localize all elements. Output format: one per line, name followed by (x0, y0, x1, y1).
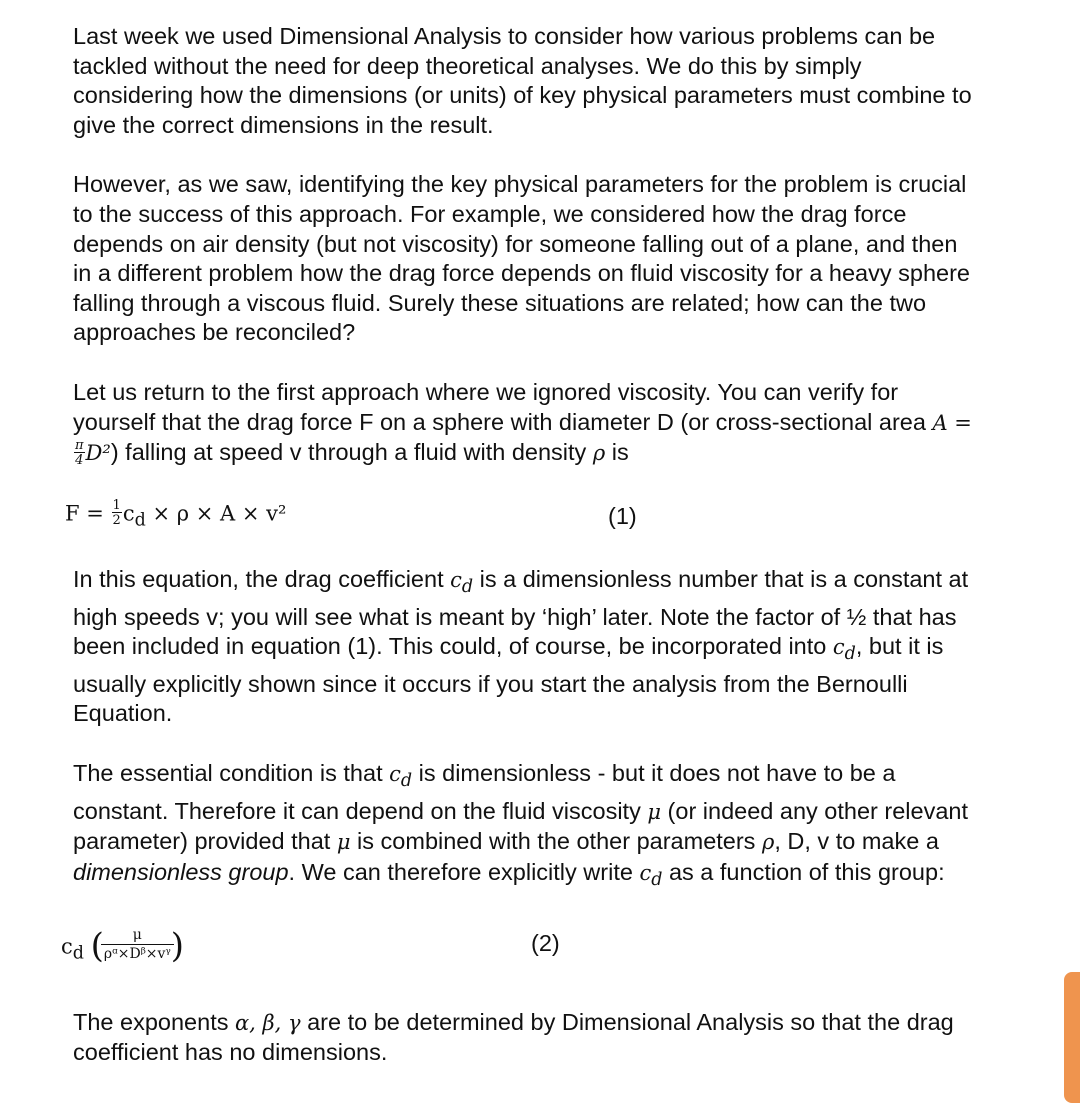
paren-open: ( (90, 925, 104, 966)
emphasis-dimensionless-group: dimensionless group (73, 859, 289, 886)
math-sub: d (72, 943, 84, 964)
math-span: c (61, 934, 73, 959)
text-span: as a function of this group: (662, 859, 945, 886)
frac-den: 4 (75, 452, 84, 468)
frac-num: 1 (112, 497, 121, 513)
text-span: are to be determined by Dimensional Analysis so that the drag coefficient has no dimensions. (73, 1008, 954, 1066)
text-span: The exponents (73, 1008, 235, 1035)
math-sub: d (400, 771, 413, 792)
math-span: c (450, 567, 462, 592)
scrollbar-thumb[interactable] (1064, 972, 1080, 1103)
paragraph-intro-text: Last week we used Dimensional Analysis to consider how various problems can be tackled without the need for deep theoretical analyses. We do this by simply considering how the dimensions (or units) of key physical parameters must combine to give the correct dimensions in the result. (73, 23, 972, 138)
paragraph-condition (73, 759, 973, 896)
cd-symbol (450, 567, 474, 597)
cd-symbol (832, 635, 856, 665)
equation-1-label: (1) (608, 502, 637, 529)
rho-symbol: ρ (592, 441, 606, 466)
mu-symbol: μ (336, 830, 351, 855)
text-span: (or indeed any other relevant parameter) provided that (73, 797, 969, 855)
text-span: ) falling at speed v through a fluid with density (110, 439, 593, 466)
cd-symbol (639, 861, 663, 891)
paragraph-problem-text: However, as we saw, identifying the key physical parameters for the problem is crucial to the success of this approach. For example, we considered how the drag force depends on air density (but not viscosity) for someone falling out of a plane, and then in a different problem how the drag force depends on fluid viscosity for a heavy sphere falling through a viscous fluid. Surely these situations are related; how can the two approaches be reconciled? (73, 171, 971, 346)
paragraph-intro (73, 22, 973, 140)
math-span: F = (65, 501, 111, 526)
area-fraction (74, 439, 85, 467)
math-span: D² (85, 441, 111, 466)
text-span: is combined with the other parameters (350, 828, 762, 855)
half-fraction (112, 499, 122, 527)
mu-symbol: μ (647, 799, 662, 824)
math-span: c (639, 861, 652, 886)
paragraph-drag-coefficient (73, 565, 973, 729)
equation-2-row (61, 920, 973, 980)
text-span: is dimensionless - but it does not have to be a constant. Therefore it can depend on the fluid viscosity (73, 760, 896, 824)
paragraph-approach (73, 378, 973, 469)
math-sub: d (844, 644, 856, 665)
frac-den: ρᵅ×Dᵝ×vᵞ (103, 946, 171, 963)
math-sub: d (134, 510, 146, 531)
text-span: is (605, 439, 629, 466)
math-sub: d (651, 870, 663, 891)
paren-close: ) (170, 925, 184, 966)
math-span: c (122, 501, 135, 526)
text-span: , D, v to make a (774, 828, 939, 855)
math-span: c (832, 635, 845, 660)
text-span: In this equation, the drag coefficient (73, 565, 451, 592)
frac-den: 2 (112, 512, 121, 528)
text-span: , but it is usually explicitly shown since it occurs if you start the analysis from the Bernoulli Equation. (73, 633, 944, 727)
text-span: . We can therefore explicitly write (288, 859, 640, 886)
rho-symbol: ρ (761, 830, 775, 855)
math-sub: d (461, 576, 474, 597)
math-span: A = (932, 410, 972, 435)
text-span: is a dimensionless number that is a constant at high speeds v; you will see what is meant by ‘high’ later. Note the factor of ½ that has been included in equation (1). This could, of course, be incorporated into (73, 565, 969, 660)
equation-1-row (65, 493, 973, 539)
equation-2 (61, 925, 184, 968)
cd-symbol (389, 762, 413, 792)
frac-num: μ (101, 928, 174, 945)
math-span: × ρ × A × v² (145, 501, 287, 526)
exponents-symbols: α, β, γ (235, 1010, 301, 1035)
paragraph-problem (73, 170, 973, 348)
text-span: Let us return to the first approach where we ignored viscosity. You can verify for yourself that the drag force F on a sphere with diameter D (or cross-sectional area (73, 378, 933, 435)
document-body (61, 22, 973, 1098)
group-fraction (104, 928, 171, 961)
math-span: c (389, 762, 401, 787)
paragraph-exponents (73, 1008, 973, 1068)
frac-num: π (75, 437, 84, 453)
equation-2-label: (2) (531, 929, 560, 956)
equation-1 (65, 497, 287, 531)
text-span: The essential condition is that (73, 760, 390, 787)
